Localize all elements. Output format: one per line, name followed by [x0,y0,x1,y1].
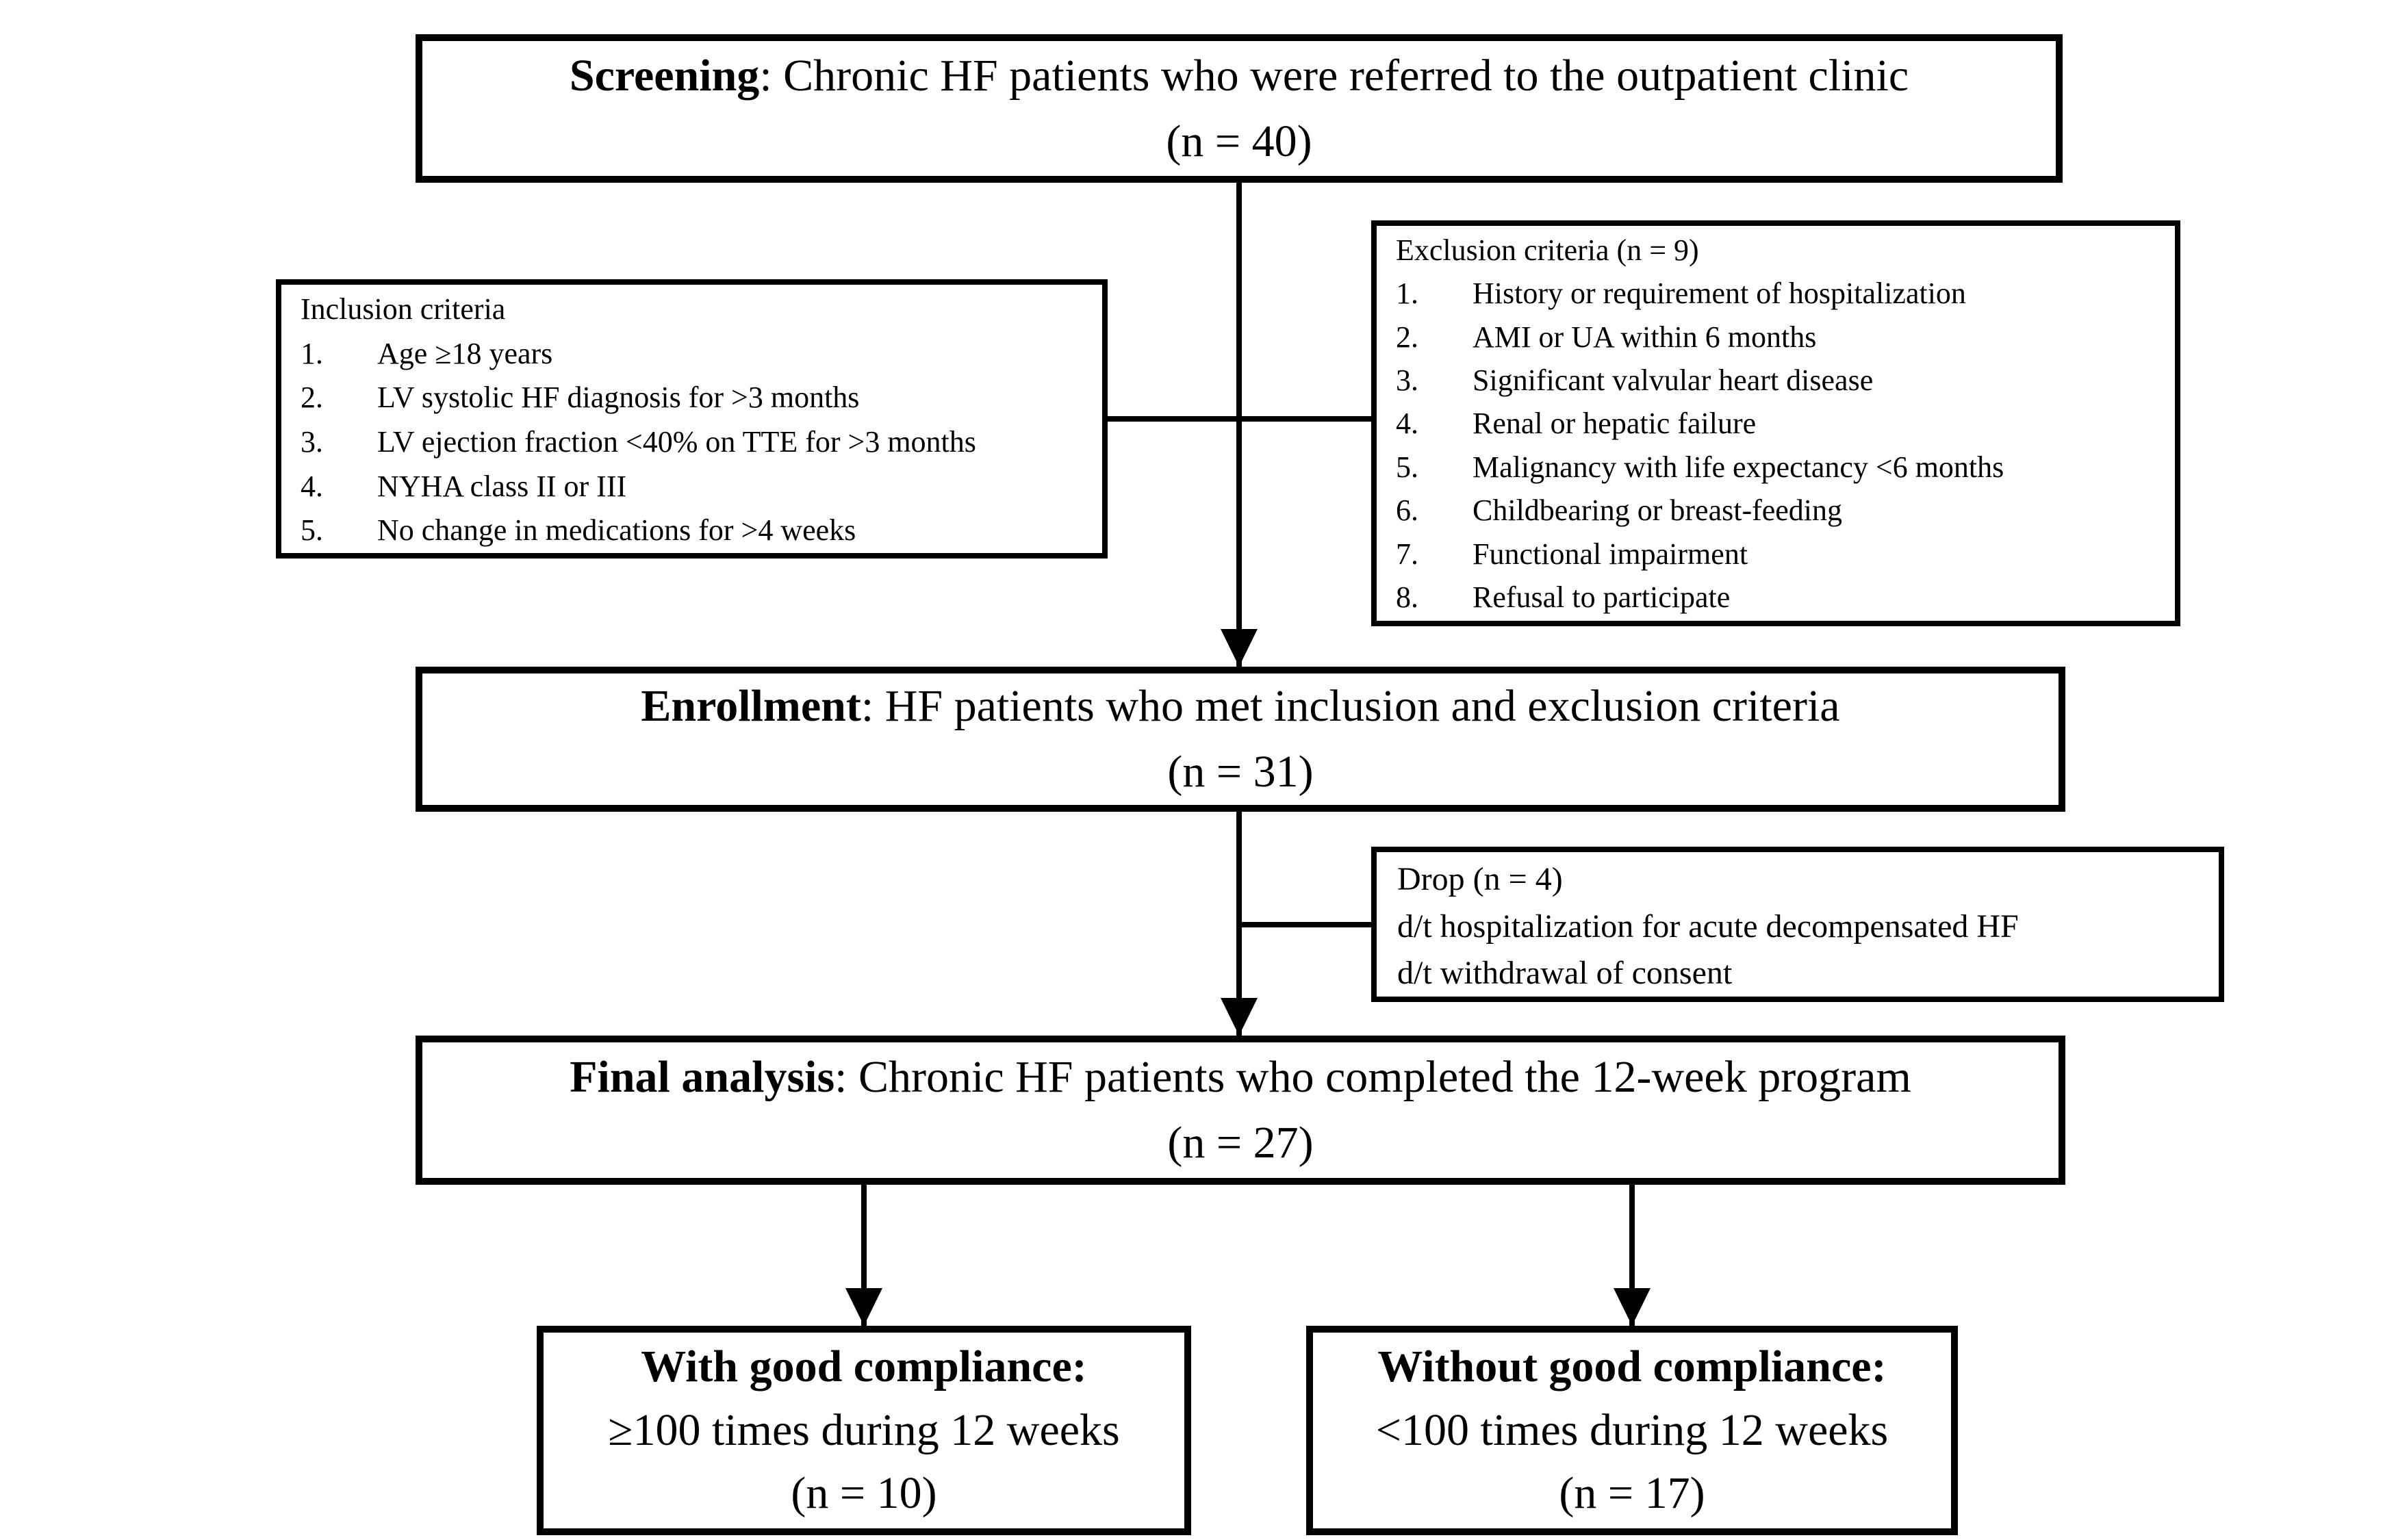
screening-title [422,43,2056,109]
item-text: Renal or hepatic failure [1473,407,1757,441]
good-compliance-box [537,1326,1191,1535]
item-text: AMI or UA within 6 months [1473,320,1817,354]
screening-box [416,34,2063,183]
final-title [422,1044,2059,1110]
poor-compliance-box [1306,1326,1958,1535]
screening-count: (n = 40) [1166,116,1312,166]
item-text: LV ejection fraction <40% on TTE for >3 months [377,425,976,459]
item-text: Functional impairment [1473,537,1748,571]
final-label: Final analysis [570,1052,835,1103]
arrow-down-icon [1221,998,1258,1036]
drop-reason: d/t hospitalization for acute decompensated HF [1397,908,2019,945]
good-compliance-criterion: ≥100 times during 12 weeks [608,1404,1120,1455]
item-number: 2. [301,381,323,415]
screening-rest: : Chronic HF patients who were referred to the outpatient clinic [759,50,1909,101]
list-item [1396,272,2161,315]
item-text: NYHA class II or III [377,469,627,503]
final-rest: : Chronic HF patients who completed the 12-week program [834,1052,1911,1103]
connector-drop [1239,922,1371,927]
drop-box [1371,847,2224,1002]
arrow-down-icon [1221,629,1258,667]
connector-screening-enrollment [1236,183,1242,667]
item-text: LV systolic HF diagnosis for >3 months [377,381,860,415]
item-number: 5. [301,513,323,548]
good-compliance-count: (n = 10) [791,1468,937,1519]
enrollment-box [416,667,2065,812]
item-number: 8. [1396,580,1418,614]
final-analysis-box [416,1036,2065,1185]
exclusion-criteria-box [1371,220,2180,626]
item-number: 7. [1396,537,1418,571]
screening-label: Screening [569,50,760,101]
item-number: 3. [301,425,323,459]
final-count: (n = 27) [1167,1118,1314,1168]
enrollment-title [422,673,2059,739]
drop-reason: d/t withdrawal of consent [1397,955,1733,992]
item-text: No change in medications for >4 weeks [377,513,856,548]
item-number: 4. [1396,407,1418,441]
good-compliance-label: With good compliance: [641,1342,1087,1392]
item-number: 6. [1396,493,1418,528]
item-text: History or requirement of hospitalization [1473,277,1966,311]
item-number: 1. [301,336,323,370]
item-number: 1. [1396,277,1418,311]
inclusion-title: Inclusion criteria [301,292,506,326]
inclusion-criteria-box [276,279,1108,559]
enrollment-label: Enrollment [641,681,861,732]
arrow-down-icon [1614,1288,1651,1326]
item-number: 5. [1396,450,1418,484]
item-number: 3. [1396,363,1418,398]
list-item [1396,359,2161,402]
list-item [1396,576,2161,619]
enrollment-rest: : HF patients who met inclusion and exclusion criteria [861,681,1840,732]
item-text: Malignancy with life expectancy <6 months [1473,450,2004,484]
good-compliance-title [544,1335,1184,1398]
list-item [1396,316,2161,359]
item-number: 2. [1396,320,1418,354]
item-text: Refusal to participate [1473,580,1731,614]
poor-compliance-criterion: <100 times during 12 weeks [1375,1404,1889,1455]
poor-compliance-title [1313,1335,1951,1398]
connector-criteria [1108,416,1371,422]
item-number: 4. [301,469,323,503]
drop-title: Drop (n = 4) [1397,861,1563,897]
item-text: Significant valvular heart disease [1473,363,1874,398]
list-item [1396,489,2161,532]
list-item [301,465,1088,509]
list-item [301,420,1088,465]
list-item [301,509,1088,553]
list-item [1396,402,2161,445]
arrow-down-icon [845,1288,882,1326]
exclusion-title: Exclusion criteria (n = 9) [1396,233,1699,267]
item-text: Childbearing or breast-feeding [1473,493,1843,528]
enrollment-count: (n = 31) [1167,747,1314,797]
list-item [1396,446,2161,489]
list-item [301,332,1088,376]
poor-compliance-count: (n = 17) [1559,1468,1705,1519]
poor-compliance-label: Without good compliance: [1377,1342,1887,1392]
list-item [1396,532,2161,576]
item-text: Age ≥18 years [377,336,553,370]
list-item [301,376,1088,420]
